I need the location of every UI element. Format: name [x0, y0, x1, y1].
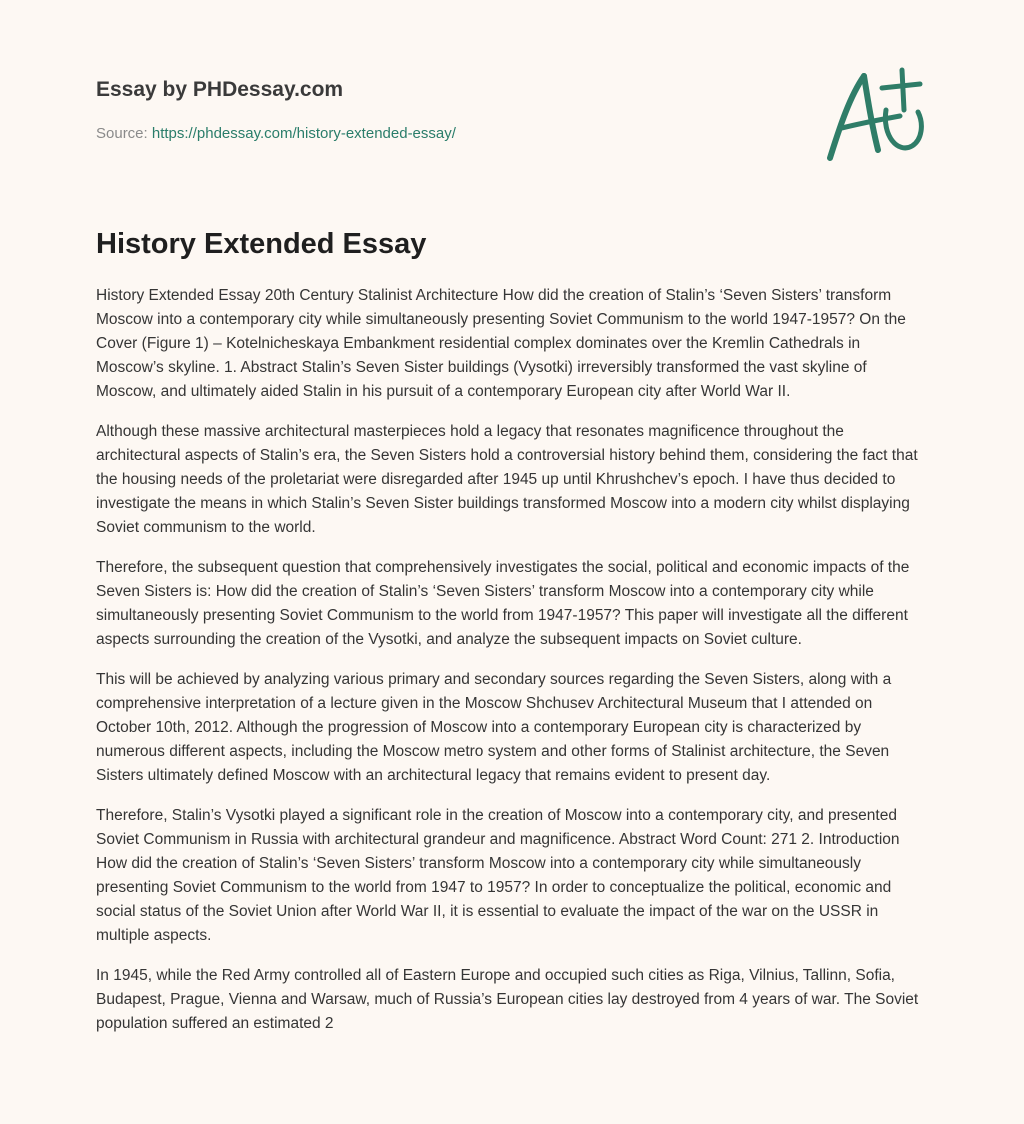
source-line — [96, 124, 696, 144]
brand-title: Essay by PHDessay.com — [96, 78, 344, 101]
essay-paragraph: This will be achieved by analyzing various primary and secondary sources regarding the Seven Sisters, along with a comprehensive interpretation of a lecture given in the Moscow Shchusev Architectural Museum that I attended on October 10th, 2012. Although the progression of Moscow into a contemporary European city is characterized by numerous different aspects, including the Moscow metro system and other forms of Stalinist architecture, the Seven Sisters ultimately defined Moscow with an architectural legacy that remains evident to present day. — [96, 671, 892, 784]
page-header — [96, 74, 696, 144]
essay-body — [96, 284, 928, 1052]
a-plus-logo-icon — [820, 66, 930, 166]
essay-paragraph: Therefore, Stalin’s Vysotki played a significant role in the creation of Moscow into a contemporary city, and presented Soviet Communism in Russia with architectural grandeur and magnificence. Abstract Word Count: 271 2. Introduction How did the creation of Stalin’s ‘Seven Sisters’ transform Moscow into a contemporary city while simultaneously presenting Soviet Communism to the world from 1947 to 1957? In order to conceptualize the political, economic and social status of the Soviet Union after World War II, it is essential to evaluate the impact of the war on the USSR in multiple aspects. — [96, 807, 900, 944]
essay-title: History Extended Essay — [96, 228, 427, 260]
essay-paragraph: Therefore, the subsequent question that comprehensively investigates the social, political and economic impacts of the Seven Sisters is: How did the creation of Stalin’s ‘Seven Sisters’ transform Moscow into a contemporary city while simultaneously presenting Soviet Communism to the world from 1947-1957? This paper will investigate all the different aspects surrounding the creation of the Vysotki, and analyze the subsequent impacts on Soviet culture. — [96, 559, 910, 648]
essay-paragraph: History Extended Essay 20th Century Stalinist Architecture How did the creation of Stalin’s ‘Seven Sisters’ transform Moscow into a contemporary city while simultaneously presenting Soviet Communism to the world 1947-1957? On the Cover (Figure 1) – Kotelnicheskaya Embankment residential complex dominates over the Kremlin Cathedrals in Moscow’s skyline. 1. Abstract Stalin’s Seven Sister buildings (Vysotki) irreversibly transformed the vast skyline of Moscow, and ultimately aided Stalin in his pursuit of a contemporary European city after World War II. — [96, 287, 906, 400]
source-link[interactable]: https://phdessay.com/history-extended-essay/ — [151, 125, 456, 142]
essay-paragraph: Although these massive architectural masterpieces hold a legacy that resonates magnificence throughout the architectural aspects of Stalin’s era, the Seven Sisters hold a controversial history behind them, considering the fact that the housing needs of the proletariat were disregarded after 1945 up until Khrushchev’s epoch. I have thus decided to investigate the means in which Stalin’s Seven Sister buildings transformed Moscow into a modern city whilst displaying Soviet communism to the world. — [96, 423, 918, 536]
essay-paragraph: In 1945, while the Red Army controlled all of Eastern Europe and occupied such cities as Riga, Vilnius, Tallinn, Sofia, Budapest, Prague, Vienna and Warsaw, much of Russia’s European cities lay destroyed from 4 years of war. The Soviet population suffered an estimated 2 — [96, 967, 919, 1032]
source-label: Source: — [96, 125, 148, 142]
